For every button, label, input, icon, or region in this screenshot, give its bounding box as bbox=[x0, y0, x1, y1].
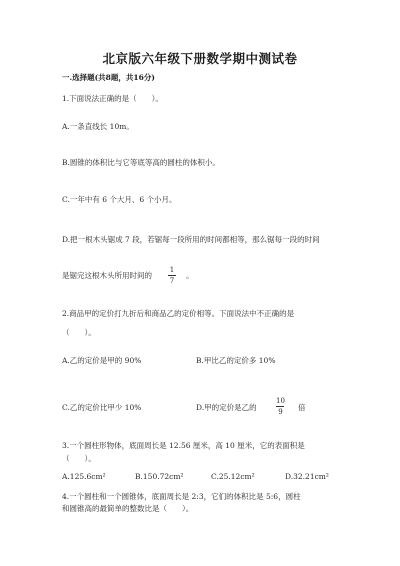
q1-option-d-fraction bbox=[168, 266, 176, 285]
fraction-bar bbox=[168, 275, 176, 276]
fraction-denominator: 9 bbox=[278, 408, 283, 416]
q2-option-b: B.甲比乙的定价多 10% bbox=[196, 356, 276, 365]
fraction-numerator: 1 bbox=[169, 266, 175, 274]
q2-option-d-fraction bbox=[276, 397, 285, 416]
q1-option-b: B.圆锥的体积比与它等底等高的圆柱的体积小。 bbox=[62, 158, 220, 167]
q2-option-d-end: 倍 bbox=[298, 403, 306, 412]
section-heading: 一.选择题(共8题，共16分) bbox=[62, 73, 155, 82]
q4-stem-line2: 和圆锥高的最简单的整数比是（ ）。 bbox=[62, 504, 194, 513]
q1-option-d-end: 。 bbox=[186, 271, 194, 280]
q4-stem-line1: 4.一个圆柱和一个圆锥体，底面周长是 2:3，它们的体积比是 5:6，圆柱 bbox=[62, 492, 301, 501]
page-title: 北京版六年级下册数学期中测试卷 bbox=[102, 51, 298, 66]
q3-option-d: D.32.21cm² bbox=[285, 472, 329, 481]
fraction-denominator: 7 bbox=[169, 277, 175, 285]
q2-option-d: D.甲的定价是乙的 bbox=[196, 403, 257, 412]
q2-stem-line1: 2.商品甲的定价打九折后和商品乙的定价相等。下面说法中不正确的是 bbox=[62, 309, 295, 318]
q3-stem-line1: 3.一个圆柱形物体，底面周长是 12.56 厘米，高 10 厘米，它的表面积是 bbox=[62, 441, 305, 450]
q3-option-c: C.25.12cm² bbox=[211, 472, 255, 481]
fraction-bar bbox=[276, 406, 284, 407]
fraction-numerator: 10 bbox=[276, 397, 285, 405]
q1-option-a: A.一条直线长 10m。 bbox=[62, 122, 134, 131]
q2-option-a: A.乙的定价是甲的 90% bbox=[62, 356, 142, 365]
q2-stem-line2: （ ）。 bbox=[62, 328, 96, 337]
q1-option-d-line1: D.把一根木头锯成 7 段，若锯每一段所用的时间都相等，那么锯每一段的时间 bbox=[62, 235, 320, 244]
q3-option-b: B.150.72cm² bbox=[135, 472, 184, 481]
q2-option-c: C.乙的定价比甲少 10% bbox=[62, 403, 142, 412]
q1-option-c: C.一年中有 6 个大月、6 个小月。 bbox=[62, 195, 177, 204]
q1-option-d-line2: 是锯完这根木头所用时间的 bbox=[62, 271, 152, 280]
q1-stem: 1.下面说法正确的是（ ）。 bbox=[62, 94, 163, 103]
q3-option-a: A.125.6cm² bbox=[62, 472, 106, 481]
q3-stem-line2: （ ）。 bbox=[62, 454, 96, 463]
